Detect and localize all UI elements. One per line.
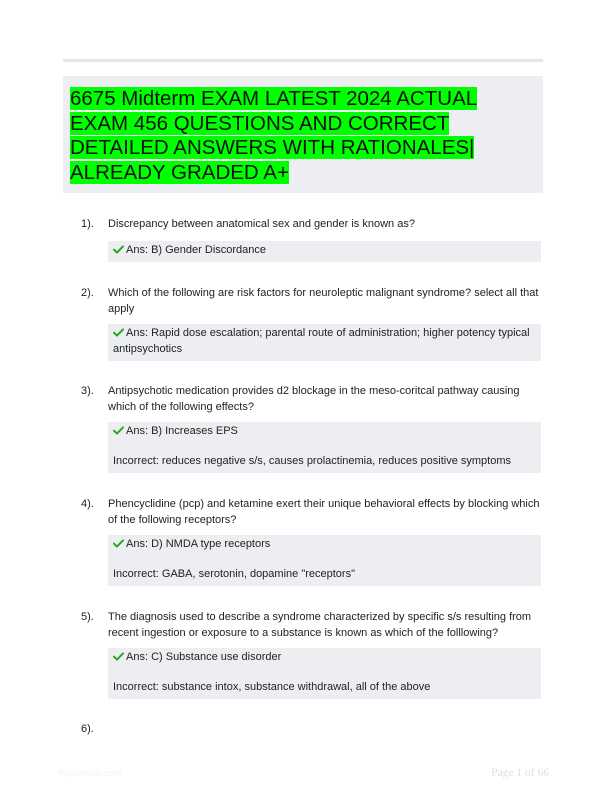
question-text: The diagnosis used to describe a syndrome characterized by specific s/s resulting from recent ingestion or exposure to a substance is known as which of the folllowing? [108,611,532,639]
incorrect-options: Incorrect: substance intox, substance withdrawal, all of the above [113,681,431,693]
question-item [81,285,541,361]
question-number: 6). [81,723,94,735]
question-text: Antipsychotic medication provides d2 blockage in the meso-coritcal pathway causing which of the following effects? [108,385,520,413]
question-text: Discrepancy between anatomical sex and gender is known as? [108,218,415,230]
question-number: 1). [81,218,94,230]
answer-text: Ans: B) Gender Discordance [126,244,267,256]
watermark: Paperfolio.com [58,768,122,779]
answer-text: Ans: Rapid dose escalation; parental route of administration; higher potency typical antipsychotics [113,327,530,355]
question-item [81,609,541,699]
check-icon [113,328,124,337]
question-number: 3). [81,385,94,397]
question-number: 4). [81,498,94,510]
check-icon [113,426,124,435]
answer-box [108,422,541,473]
answer-box [108,324,541,361]
answer-text: Ans: D) NMDA type receptors [126,538,271,550]
answer-box [108,648,541,699]
answer-box [108,241,541,262]
answer-text: Ans: C) Substance use disorder [126,651,282,663]
question-number: 2). [81,287,94,299]
check-icon [113,652,124,661]
question-text: Which of the following are risk factors for neuroleptic malignant syndrome? select all that apply [108,287,539,315]
answer-box [108,535,541,586]
document-title [70,87,510,185]
incorrect-options: Incorrect: GABA, serotonin, dopamine "receptors" [113,568,355,580]
answer-text: Ans: B) Increases EPS [126,425,238,437]
question-item [81,383,541,473]
check-icon [113,245,124,254]
check-icon [113,539,124,548]
question-item [81,496,541,586]
question-number: 5). [81,611,94,623]
question-text: Phencyclidine (pcp) and ketamine exert their unique behavioral effects by blocking which of the following receptors? [108,498,540,526]
title-highlight: 6675 Midterm EXAM LATEST 2024 ACTUAL EXAM 456 QUESTIONS AND CORRECT DETAILED ANSWERS WITH RATIONALES| ALREADY GRADED A+ [70,87,478,184]
page-number: Page 1 of 66 [491,767,549,779]
question-item [81,216,541,262]
incorrect-options: Incorrect: reduces negative s/s, causes prolactinemia, reduces positive symptoms [113,455,512,467]
top-divider [63,59,543,62]
